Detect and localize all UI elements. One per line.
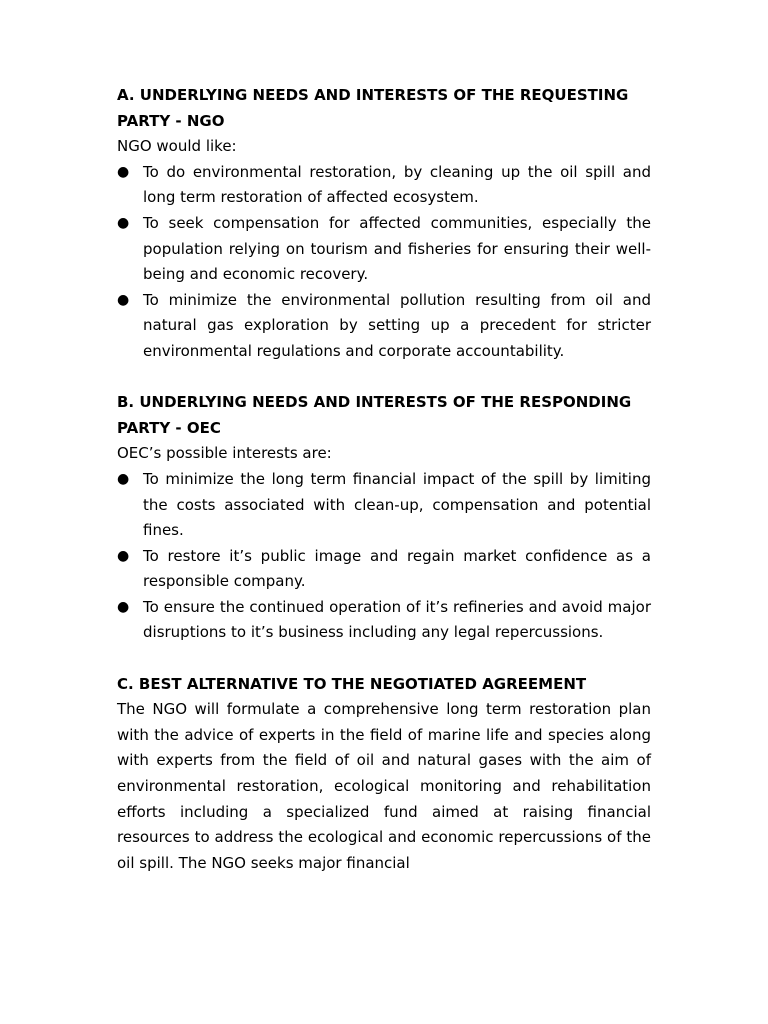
list-item	[117, 467, 651, 544]
section-a-list	[117, 160, 651, 365]
list-item	[117, 544, 651, 595]
bullet-icon: ●	[117, 470, 130, 487]
spacer	[117, 646, 651, 672]
section-b-list	[117, 467, 651, 646]
bullet-icon: ●	[117, 163, 130, 180]
list-item	[117, 595, 651, 646]
section-b-heading: B. UNDERLYING NEEDS AND INTERESTS OF THE RESPONDING PARTY - OEC	[117, 393, 632, 437]
spacer	[117, 365, 651, 391]
document-page	[117, 83, 651, 876]
list-item-text: To do environmental restoration, by cleaning up the oil spill and long term restoration of affected ecosystem.	[143, 162, 651, 207]
list-item	[117, 211, 651, 288]
section-b-intro: OEC’s possible interests are:	[117, 444, 332, 463]
list-item-text: To minimize the environmental pollution resulting from oil and natural gas exploration by setting up a precedent for stricter environmental regulations and corporate accountability.	[143, 290, 651, 360]
section-b	[117, 390, 651, 646]
section-c	[117, 672, 651, 877]
list-item-text: To ensure the continued operation of it’s refineries and avoid major disruptions to it’s business including any legal repercussions.	[143, 597, 651, 642]
list-item-text: To minimize the long term financial impact of the spill by limiting the costs associated with clean-up, compensation and potential fines.	[143, 469, 651, 540]
section-a-intro: NGO would like:	[117, 137, 237, 156]
bullet-icon: ●	[117, 598, 130, 615]
section-a	[117, 83, 651, 365]
list-item	[117, 160, 651, 211]
list-item	[117, 288, 651, 365]
section-c-paragraph: The NGO will formulate a comprehensive long term restoration plan with the advice of experts in the field of marine life and species along with experts from the field of oil and natural gases with the aim of environmental restoration, ecological monitoring and rehabilitation efforts including a specialized fund aimed at raising financial resources to address the ecological and economic repercussions of the oil spill. The NGO seeks major financial	[117, 700, 651, 872]
section-a-heading: A. UNDERLYING NEEDS AND INTERESTS OF THE REQUESTING PARTY - NGO	[117, 86, 629, 130]
bullet-icon: ●	[117, 547, 130, 564]
section-c-heading: C. BEST ALTERNATIVE TO THE NEGOTIATED AGREEMENT	[117, 674, 587, 693]
bullet-icon: ●	[117, 214, 130, 231]
bullet-icon: ●	[117, 291, 130, 308]
list-item-text: To seek compensation for affected communities, especially the population relying on tourism and fisheries for ensuring their well-being and economic recovery.	[143, 213, 651, 284]
list-item-text: To restore it’s public image and regain market confidence as a responsible company.	[143, 546, 651, 591]
